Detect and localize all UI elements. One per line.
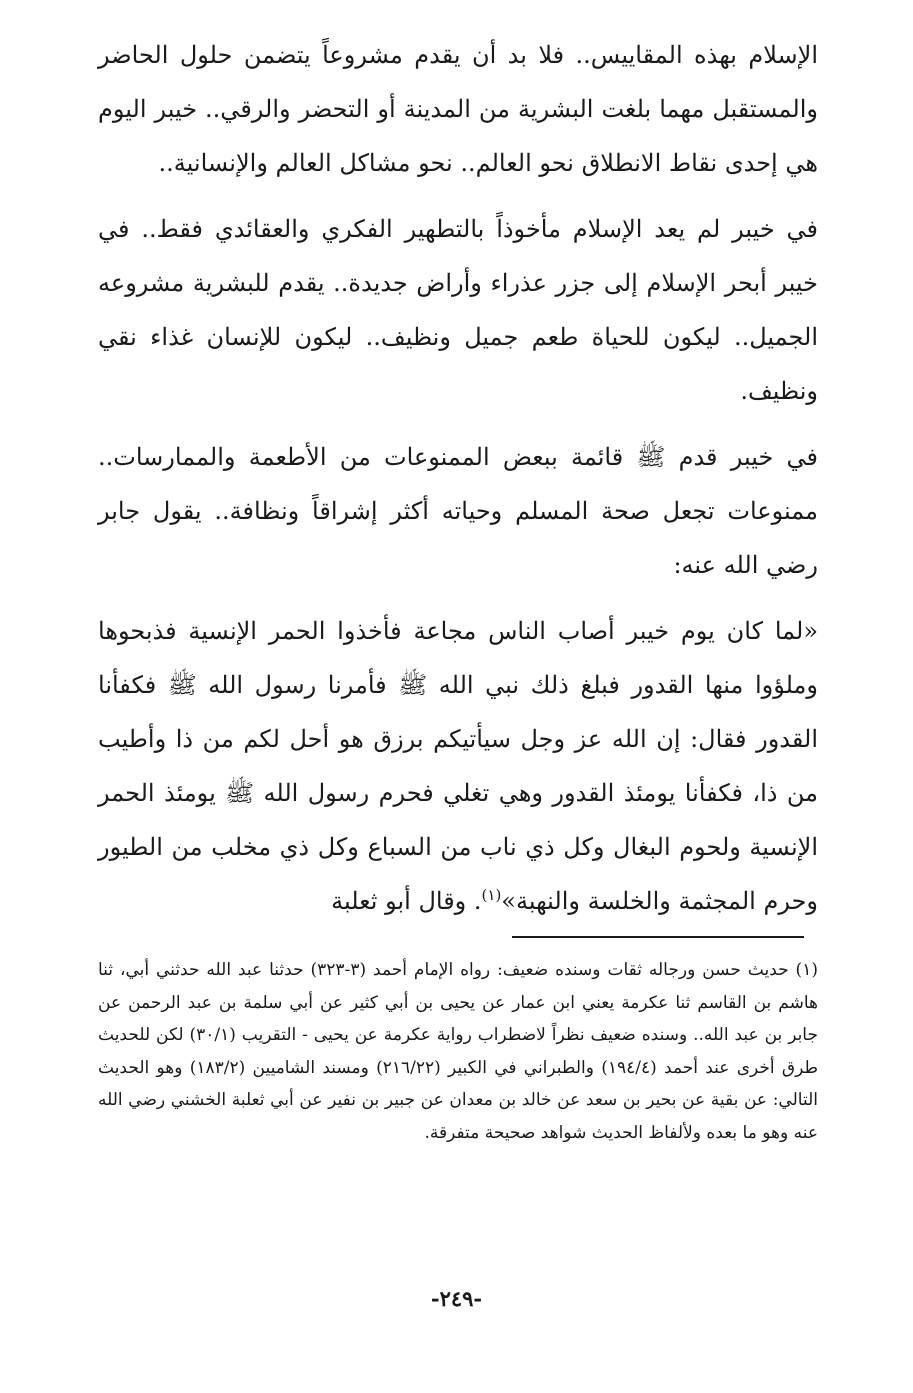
quote-continuation: . وقال أبو ثعلبة bbox=[331, 887, 482, 915]
paragraph-forbidden-foods: في خيبر قدم ﷺ قائمة ببعض الممنوعات من الأطعمة والممارسات.. ممنوعات تجعل صحة المسلم وحياته أكثر إشراقاً ونظافة.. يقول جابر رضي الله عنه: bbox=[98, 443, 818, 579]
footnote-reference[interactable]: (١) bbox=[481, 886, 502, 904]
paragraph-intro: الإسلام بهذه المقاييس.. فلا بد أن يقدم مشروعاً يتضمن حلول الحاضر والمستقبل مهما بلغت البشرية من المدينة أو التحضر والرقي.. خيبر اليوم هي إحدى نقاط الانطلاق نحو العالم.. نحو مشاكل العالم والإنسانية.. bbox=[98, 41, 818, 177]
footnotes-section bbox=[98, 954, 818, 1150]
footnote-1: (١) حديث حسن ورجاله ثقات وسنده ضعيف: رواه الإمام أحمد (٣-٣٢٣) حدثنا عبد الله حدثني أبي، ثنا هاشم بن القاسم ثنا عكرمة يعني ابن عمار عن يحيى بن أبي كثير عن أبي سلمة بن عبد الرحمن عن جابر بن عبد الله.. وسنده ضعيف نظراً لاضطراب رواية عكرمة عن يحيى - التقريب (٣٠/١) لكن للحديث طرق أخرى عند أحمد (١٩٤/٤) والطبراني في الكبير (٢١٦/٢٢) ومسند الشاميين (١٨٣/٢) وهو الحديث التالي: عن بقية عن بحير بن سعد عن خالد بن معدان عن جبير بن نفير عن أبي ثعلبة الخشني رضي الله عنه وهو ما بعده ولألفاظ الحديث شواهد صحيحة متفرقة. bbox=[98, 960, 818, 1143]
footnote-divider bbox=[512, 936, 804, 938]
hadith-quote bbox=[98, 604, 818, 928]
hadith-quote-text: «لما كان يوم خيبر أصاب الناس مجاعة فأخذوا الحمر الإنسية فذبحوها وملؤوا منها القدور فبلغ ذلك نبي الله ﷺ فأمرنا رسول الله ﷺ فكفأنا القدور فقال: إن الله عز وجل سيأتيكم برزق هو أحل لكم من ذا وأطيب من ذا، فكفأنا يومئذ القدور وهي تغلي فحرم رسول الله ﷺ يومئذ الحمر الإنسية ولحوم البغال وكل ذي ناب من السباع وكل ذي مخلب من الطيور وحرم المجثمة والخلسة والنهبة» bbox=[98, 617, 818, 915]
page-number: -٢٤٩- bbox=[430, 1286, 483, 1311]
paragraph-khaybar-purification: في خيبر لم يعد الإسلام مأخوذاً بالتطهير الفكري والعقائدي فقط.. في خيبر أبحر الإسلام إلى جزر عذراء وأراض جديدة.. يقدم للبشرية مشروعه الجميل.. ليكون للحياة طعم جميل ونظيف.. ليكون للإنسان غذاء نقي ونظيف. bbox=[98, 215, 818, 405]
main-text bbox=[98, 28, 818, 928]
